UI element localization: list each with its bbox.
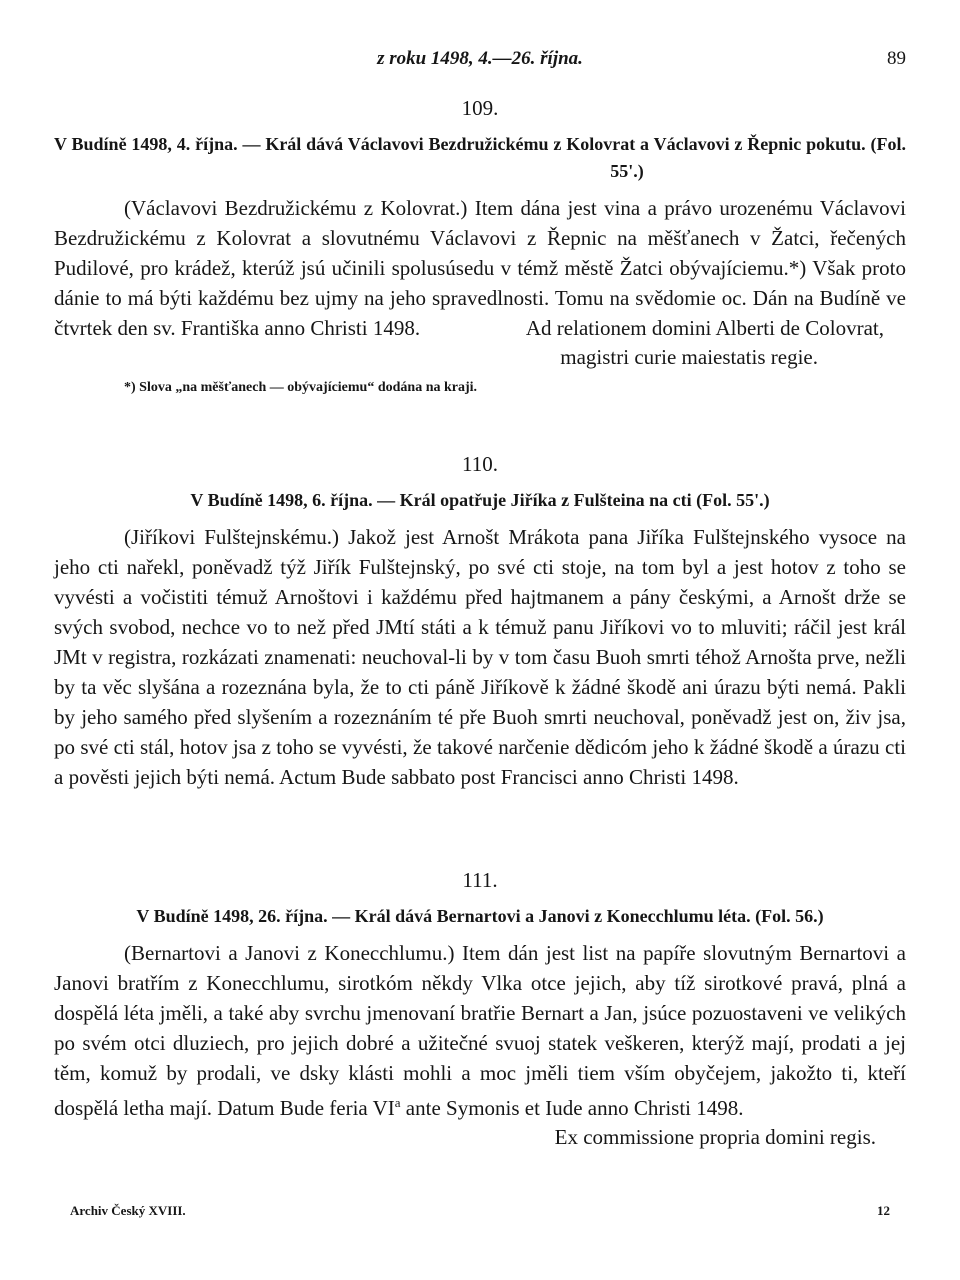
document-111 — [54, 868, 906, 1152]
signature-line-1: Ad relationem domini Alberti de Colovrat, — [525, 316, 884, 340]
document-body: (Václavovi Bezdružickému z Kolovrat.) Item dána jest vina a právo urozenému Václavovi Bezdružickému z Kolovrat a slovutnému Václavovi z Řepnic na měšťanech v Žatci, řečených Pudilové, pro krádež, kterúž jsú učinili spolusúsedu v témž městě Žatci obývajíciemu.*) Však proto dánie to má býti každému bez ujmy na jeho spravedlnosti. Tomu na svědomie oc. Dán na Budíně ve čtvrtek den sv. Františka anno Christi 1498. — [54, 196, 906, 340]
document-109 — [54, 96, 906, 396]
document-number: 110. — [462, 452, 498, 476]
document-110 — [54, 452, 906, 792]
document-number: 111. — [462, 868, 498, 892]
footer-signature-right: 12 — [877, 1203, 890, 1218]
document-regest: V Budíně 1498, 6. října. — Král opatřuje Jiříka z Fulšteina na cti (Fol. 55'.) — [190, 490, 770, 510]
signature-line-1: Ex commissione propria domini regis. — [554, 1125, 876, 1149]
page-footer — [70, 1203, 890, 1219]
body-text-part-2: ante Symonis et Iude anno Christi 1498. — [400, 1096, 744, 1120]
signature-line-2: magistri curie maiestatis regie. — [560, 345, 818, 369]
footer-signature-left: Archiv Český XVIII. — [70, 1203, 186, 1218]
page-header — [54, 48, 906, 74]
page-number: 89 — [887, 48, 906, 69]
body-text-part-1: (Bernartovi a Janovi z Konecchlumu.) Item dán jest list na papíře slovutným Bernartovi a Janovi bratřím z Konecchlumu, sirotkóm někdy Vlka otce jejich, aby tíž sirotkové pravá, plná a dospělá léta jměli, a také aby svrchu jmenovaní bratřie Bernart a Jan, jsúce pozuostaveni ve velikých po svém otci dluziech, pro jejich dobré a užitečné svuoj statek veškeren, kterýž mají, prodati a jej těm, komuž by prodali, ve dsky klásti mohli a moc jměli tiem vším obyčejem, jakožto ti, kteří dospělá letha mají. Datum Bude feria VI — [54, 941, 906, 1120]
document-regest: V Budíně 1498, 4. října. — Král dává Václavovi Bezdružickému z Kolovrat a Václavovi z Řepnic pokutu. (Fol. 55'.) — [54, 134, 906, 181]
document-number: 109. — [461, 96, 499, 120]
document-body — [54, 938, 906, 1123]
document-body: (Jiříkovi Fulštejnskému.) Jakož jest Arnošt Mrákota pana Jiříka Fulštejnského vysoce na jeho cti nařekl, poněvadž týž Jiřík Fulštejnský, po své cti stoje, na tom byl a jest hotov z toho se vyvésti a vočistiti témuž Arnoštovi i každému před hajtmanem a pány českými, a Arnošt drže se svých svobod, nechce vo to než před JMtí státi a k témuž panu Jiříkovi vo to mluviti; ráčil jest král JMt v registra, rozkázati znamenati: neuchoval-li by v tom času Buoh smrti téhož Arnošta prve, nežli by ta věc slyšána a rozeznána byla, že to cti páně Jiříkově k žádné škodě ani úrazu býti nemá. Pakli by jeho samého před slyšením a rozeznáním té pře Buoh smrti neuchoval, poněvadž jest on, živ jsa, po své cti stál, hotov jsa z toho se vyvésti, že takové narčenie dědicóm jeho k žádné škodě a úrazu cti a pověsti jejich býti nemá. Actum Bude sabbato post Francisci anno Christi 1498. — [54, 525, 906, 789]
regest-text: V Budíně 1498, 26. října. — Král dává Bernartovi a Janovi z Konecchlumu léta. (Fol. 56.) — [136, 906, 824, 926]
footnote: *) Slova „na měšťanech — obývajíciemu“ dodána na kraji. — [124, 380, 478, 395]
superscript: a — [394, 1095, 401, 1110]
running-title: z roku 1498, 4.—26. října. — [377, 48, 583, 69]
document-regest — [54, 903, 906, 930]
